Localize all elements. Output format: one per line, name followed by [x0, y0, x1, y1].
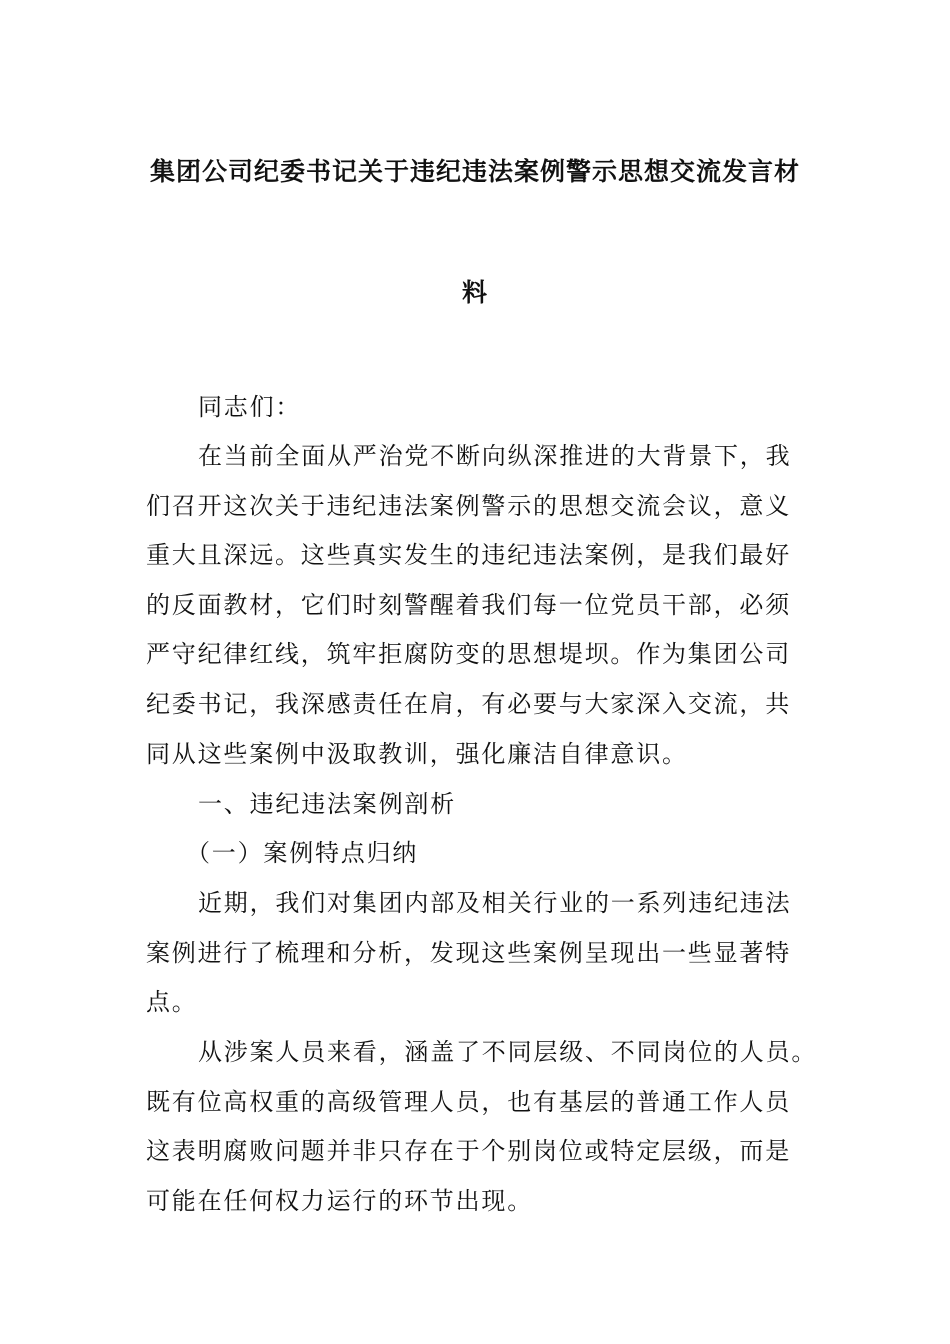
paragraph-intro	[146, 432, 806, 779]
paragraph-line: 在当前全面从严治党不断向纵深推进的大背景下，我	[198, 442, 792, 470]
paragraph-line: 近期，我们对集团内部及相关行业的一系列违纪违法	[198, 889, 792, 917]
paragraph-line: 们召开这次关于违纪违法案例警示的思想交流会议，意义	[146, 491, 791, 520]
paragraph-line: 重大且深远。这些真实发生的违纪违法案例，是我们最好	[146, 541, 791, 570]
paragraph-line: 纪委书记，我深感责任在肩，有必要与大家深入交流，共	[146, 689, 791, 718]
paragraph-personnel	[146, 1028, 818, 1226]
section-heading-text: 一、违纪违法案例剖析	[198, 790, 456, 818]
salutation	[146, 383, 806, 433]
paragraph-line: 这表明腐败问题并非只存在于个别岗位或特定层级，而是	[146, 1137, 791, 1166]
paragraph-line: 同从这些案例中汲取教训，强化廉洁自律意识。	[146, 739, 688, 768]
document-title-line-2: 料	[461, 278, 488, 307]
document-title-line-1: 集团公司纪委书记关于违纪违法案例警示思想交流发言材	[149, 157, 800, 186]
paragraph-line: 的反面教材，它们时刻警醒着我们每一位党员干部，必须	[146, 590, 791, 619]
paragraph-line: 既有位高权重的高级管理人员，也有基层的普通工作人员	[146, 1087, 791, 1116]
paragraph-line: 可能在任何权力运行的环节出现。	[146, 1186, 533, 1215]
paragraph-line: 点。	[146, 988, 198, 1017]
salutation-text: 同志们：	[198, 393, 302, 421]
paragraph-case-features	[146, 879, 806, 1028]
paragraph-line: 严守纪律红线，筑牢拒腐防变的思想堤坝。作为集团公司	[146, 640, 791, 669]
paragraph-line: 从涉案人员来看，涵盖了不同层级、不同岗位的人员。	[198, 1038, 818, 1066]
subsection-heading-text: （一）案例特点归纳	[186, 839, 419, 867]
section-heading-1	[146, 780, 806, 830]
subsection-heading-1	[146, 829, 806, 879]
paragraph-line: 案例进行了梳理和分析，发现这些案例呈现出一些显著特	[146, 938, 791, 967]
